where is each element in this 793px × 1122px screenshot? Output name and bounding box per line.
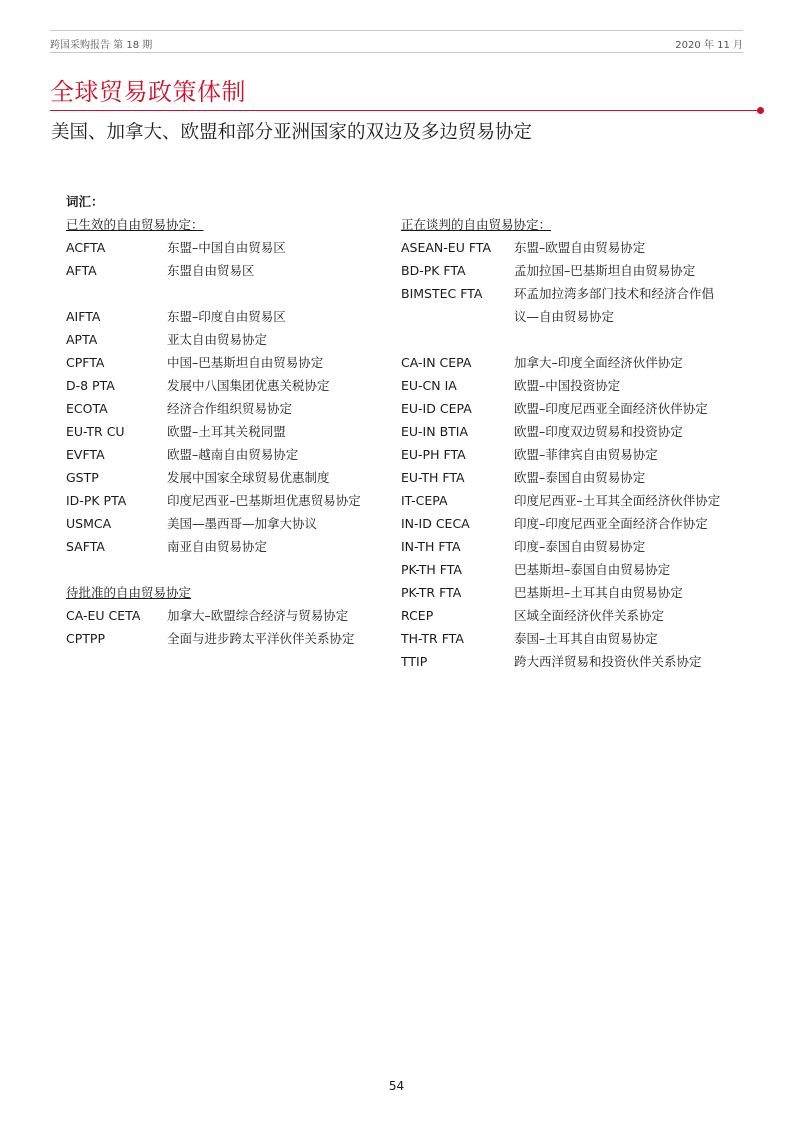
agreement-full-name: 欧盟–泰国自由贸易协定 (514, 470, 646, 485)
agreement-row (401, 420, 746, 443)
agreement-abbr: EU-IN BTIA (401, 424, 469, 439)
agreement-full-name: 欧盟–越南自由贸易协定 (167, 447, 299, 462)
agreement-full-name: 中国–巴基斯坦自由贸易协定 (167, 355, 324, 370)
agreement-abbr: CA-IN CEPA (401, 355, 472, 370)
agreement-full-name: 印度–泰国自由贸易协定 (514, 539, 646, 554)
agreement-full-name: 发展中国家全球贸易优惠制度 (167, 470, 330, 485)
effective-list (66, 236, 386, 558)
agreement-row (401, 535, 746, 558)
agreement-row (401, 627, 746, 650)
agreement-abbr: IN-TH FTA (401, 539, 461, 554)
agreement-full-name: 亚太自由贸易协定 (167, 332, 268, 347)
agreement-abbr: USMCA (66, 516, 112, 531)
agreement-full-name: 印度尼西亚–巴基斯坦优惠贸易协定 (167, 493, 361, 508)
agreement-row (66, 236, 386, 259)
list-gap (401, 328, 746, 351)
agreement-abbr: AFTA (66, 263, 97, 278)
vocab-label: 词汇： (66, 194, 104, 209)
agreement-row (401, 259, 746, 282)
agreement-abbr: SAFTA (66, 539, 105, 554)
agreement-row (66, 397, 386, 420)
agreement-full-name: 东盟–中国自由贸易区 (167, 240, 286, 255)
agreement-full-name: 加拿大–欧盟综合经济与贸易协定 (167, 608, 349, 623)
agreement-abbr: BIMSTEC FTA (401, 286, 483, 301)
agreement-full-name: 南亚自由贸易协定 (167, 539, 268, 554)
agreement-row (66, 259, 386, 282)
agreement-row (66, 489, 386, 512)
agreement-abbr: CPFTA (66, 355, 105, 370)
agreement-row (66, 443, 386, 466)
agreement-abbr: BD-PK FTA (401, 263, 466, 278)
report-date: 2020 年 11 月 (675, 40, 743, 51)
agreement-abbr: ID-PK PTA (66, 493, 127, 508)
agreement-full-name: 加拿大–印度全面经济伙伴协定 (514, 355, 683, 370)
agreement-abbr: TH-TR FTA (401, 631, 464, 646)
agreement-full-name: 全面与进步跨太平洋伙伴关系协定 (167, 631, 355, 646)
agreement-row (401, 443, 746, 466)
agreement-full-name: 东盟–欧盟自由贸易协定 (514, 240, 646, 255)
agreement-row (66, 627, 386, 650)
agreement-abbr: EU-TH FTA (401, 470, 465, 485)
page-number: 54 (388, 1079, 405, 1093)
title-rule (50, 110, 759, 111)
agreement-full-name: 环孟加拉湾多部门技术和经济合作倡 (514, 286, 715, 301)
agreement-row (66, 466, 386, 489)
agreement-full-name: 欧盟–土耳其关税同盟 (167, 424, 286, 439)
agreement-full-name: 美国—墨西哥—加拿大协议 (167, 516, 318, 531)
agreement-row (66, 328, 386, 351)
negotiating-heading: 正在谈判的自由贸易协定： (401, 217, 552, 232)
agreement-abbr: EVFTA (66, 447, 105, 462)
page-title: 全球贸易政策体制 (50, 78, 246, 106)
agreement-row (401, 581, 746, 604)
agreement-abbr: GSTP (66, 470, 99, 485)
agreement-full-name: 东盟自由贸易区 (167, 263, 255, 278)
agreement-abbr: ACFTA (66, 240, 106, 255)
agreement-abbr: D-8 PTA (66, 378, 115, 393)
agreement-abbr: IN-ID CECA (401, 516, 470, 531)
agreement-row (401, 374, 746, 397)
agreement-abbr: APTA (66, 332, 98, 347)
agreement-abbr: AIFTA (66, 309, 101, 324)
page-subtitle: 美国、加拿大、欧盟和部分亚洲国家的双边及多边贸易协定 (51, 122, 533, 143)
agreement-abbr: CPTPP (66, 631, 105, 646)
header-bottom-rule (50, 52, 743, 53)
agreement-full-name: 印度尼西亚–土耳其全面经济伙伴协定 (514, 493, 721, 508)
agreement-full-name: 印度–印度尼西亚全面经济合作协定 (514, 516, 708, 531)
agreement-full-name: 巴基斯坦–泰国自由贸易协定 (514, 562, 671, 577)
agreement-abbr: EU-TR CU (66, 424, 125, 439)
agreement-row (401, 397, 746, 420)
agreement-row (401, 236, 746, 259)
agreement-full-name: 欧盟–中国投资协定 (514, 378, 621, 393)
agreement-full-name: 经济合作组织贸易协定 (167, 401, 293, 416)
agreement-row (66, 420, 386, 443)
agreement-abbr: EU-CN IA (401, 378, 457, 393)
agreement-full-name: 跨大西洋贸易和投资伙伴关系协定 (514, 654, 702, 669)
agreement-row (66, 374, 386, 397)
agreement-full-name: 孟加拉国–巴基斯坦自由贸易协定 (514, 263, 696, 278)
agreement-row (401, 466, 746, 489)
agreement-row (401, 650, 746, 673)
agreement-full-name: 区域全面经济伙伴关系协定 (514, 608, 665, 623)
agreement-full-name: 巴基斯坦–土耳其自由贸易协定 (514, 585, 683, 600)
agreement-row (401, 305, 746, 328)
agreement-abbr: EU-PH FTA (401, 447, 466, 462)
agreement-abbr: EU-ID CEPA (401, 401, 472, 416)
agreement-row (401, 489, 746, 512)
agreement-abbr (401, 305, 514, 328)
pending-list (66, 604, 386, 650)
report-name: 跨国采购报告 第 18 期 (50, 40, 153, 51)
agreement-row (401, 604, 746, 627)
agreement-full-name: 欧盟–印度尼西亚全面经济伙伴协定 (514, 401, 708, 416)
agreement-abbr: CA-EU CETA (66, 608, 141, 623)
agreement-row (401, 351, 746, 374)
effective-heading: 已生效的自由贸易协定： (66, 217, 204, 232)
agreement-abbr: PK-TH FTA (401, 562, 462, 577)
header-top-rule (50, 30, 743, 31)
agreement-row (66, 535, 386, 558)
agreement-full-name: 欧盟–菲律宾自由贸易协定 (514, 447, 658, 462)
agreement-row (66, 512, 386, 535)
agreement-abbr: PK-TR FTA (401, 585, 462, 600)
agreement-full-name: 发展中八国集团优惠关税协定 (167, 378, 330, 393)
right-column (401, 213, 746, 673)
list-gap (66, 282, 386, 305)
agreement-row (401, 558, 746, 581)
agreement-full-name: 泰国–土耳其自由贸易协定 (514, 631, 658, 646)
agreement-abbr: ASEAN-EU FTA (401, 240, 492, 255)
agreement-row (66, 351, 386, 374)
left-column (66, 190, 386, 650)
agreement-abbr: ECOTA (66, 401, 108, 416)
agreement-row (401, 512, 746, 535)
agreement-abbr: RCEP (401, 608, 434, 623)
agreement-abbr: IT-CEPA (401, 493, 448, 508)
pending-heading: 待批准的自由贸易协定 (66, 585, 192, 600)
section-gap (66, 558, 386, 581)
agreement-abbr: TTIP (401, 654, 428, 669)
agreement-row (66, 305, 386, 328)
title-rule-dot (757, 107, 764, 114)
agreement-full-name: 议—自由贸易协定 (514, 309, 615, 324)
agreement-full-name: 欧盟–印度双边贸易和投资协定 (514, 424, 683, 439)
agreement-row (66, 604, 386, 627)
agreement-row (401, 282, 746, 305)
agreement-full-name: 东盟–印度自由贸易区 (167, 309, 286, 324)
negotiating-list (401, 236, 746, 673)
